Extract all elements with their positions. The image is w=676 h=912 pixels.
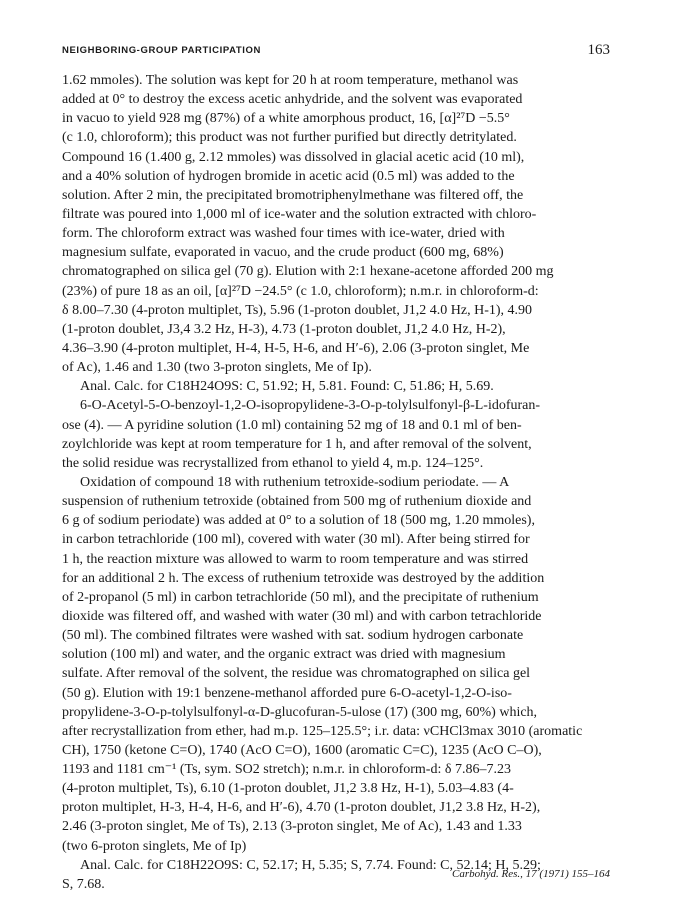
text-line: chromatographed on silica gel (70 g). Elution with 2:1 hexane-acetone afforded 200 mg	[62, 264, 554, 280]
text-line: filtrate was poured into 1,000 ml of ice-water and the solution extracted with chloro-	[62, 206, 537, 222]
text-line: magnesium sulfate, evaporated in vacuo, and the crude product (600 mg, 68%)	[62, 245, 504, 261]
text-line: 4.36–3.90 (4-proton multiplet, H-4, H-5, H-6, and H′-6), 2.06 (3-proton singlet, Me	[62, 340, 530, 356]
text-line: solution (100 ml) and water, and the organic extract was dried with magnesium	[62, 647, 506, 663]
text-line: of Ac), 1.46 and 1.30 (two 3-proton singlets, Me of Ip).	[62, 360, 372, 376]
text-line: ose (4). — A pyridine solution (1.0 ml) containing 52 mg of 18 and 0.1 ml of ben-	[62, 417, 522, 433]
text-line: (50 g). Elution with 19:1 benzene-methanol afforded pure 6-O-acetyl-1,2-O-iso-	[62, 685, 512, 701]
text-line: zoylchloride was kept at room temperature for 1 h, and after removal of the solvent,	[62, 436, 532, 452]
text-line: (4-proton multiplet, Ts), 6.10 (1-proton doublet, J1,2 3.8 Hz, H-1), 5.03–4.83 (4-	[62, 781, 514, 797]
compound-heading: 6-O-Acetyl-5-O-benzoyl-1,2-O-isopropylidene-3-O-p-tolylsulfonyl-β-L-idofuran-	[80, 398, 541, 414]
text-line: (50 ml). The combined filtrates were washed with sat. sodium hydrogen carbonate	[62, 628, 524, 644]
text-line: CH), 1750 (ketone C=O), 1740 (AcO C=O), 1600 (aromatic C=C), 1235 (AcO C–O),	[62, 742, 542, 758]
text-line: (1-proton doublet, J3,4 3.2 Hz, H-3), 4.73 (1-proton doublet, J1,2 4.0 Hz, H-2),	[62, 321, 506, 337]
text-line: after recrystallization from ether, had m.p. 125–125.5°; i.r. data: νCHCl3max 3010 (aromatic	[62, 723, 583, 739]
page-number: 163	[587, 42, 610, 58]
text-line: proton multiplet, H-3, H-4, H-6, and H′-6), 4.70 (1-proton doublet, J1,2 3.8 Hz, H-2),	[62, 800, 541, 816]
citation-text: Carbohyd. Res., 17 (1971) 155–164	[452, 868, 610, 880]
analysis-line: Anal. Calc. for C18H24O9S: C, 51.92; H, 5.81. Found: C, 51.86; H, 5.69.	[80, 379, 494, 395]
text-line: suspension of ruthenium tetroxide (obtained from 500 mg of ruthenium dioxide and	[62, 494, 532, 510]
analysis-line: Anal. Calc. for C18H22O9S: C, 52.17; H, 5.35; S, 7.74. Found: C, 52.14; H, 5.29;	[80, 857, 541, 873]
text-line: (c 1.0, chloroform); this product was not further purified but directly detritylated.	[62, 130, 517, 146]
text-line: form. The chloroform extract was washed four times with ice-water, dried with	[62, 226, 505, 242]
text-line: in carbon tetrachloride (100 ml), covered with water (30 ml). After being stirred for	[62, 532, 530, 548]
text-line: (two 6-proton singlets, Me of Ip)	[62, 838, 247, 854]
text-line: δ 8.00–7.30 (4-proton multiplet, Ts), 5.96 (1-proton doublet, J1,2 4.0 Hz, H-1), 4.90	[62, 302, 533, 318]
text-line: propylidene-3-O-p-tolylsulfonyl-α-D-glucofuran-5-ulose (17) (300 mg, 60%) which,	[62, 704, 538, 720]
text-line: and a 40% solution of hydrogen bromide in acetic acid (0.5 ml) was added to the	[62, 168, 515, 184]
text-line: 1193 and 1181 cm⁻¹ (Ts, sym. SO2 stretch); n.m.r. in chloroform-d: δ 7.86–7.23	[62, 762, 511, 778]
text-line: sulfate. After removal of the solvent, the residue was chromatographed on silica gel	[62, 666, 531, 682]
text-line: 1.62 mmoles). The solution was kept for 20 h at room temperature, methanol was	[62, 73, 519, 88]
text-line: 1 h, the reaction mixture was allowed to warm to room temperature and was stirred	[62, 551, 529, 567]
text-line: for an additional 2 h. The excess of ruthenium tetroxide was destroyed by the addition	[62, 570, 545, 586]
text-line: of 2-propanol (5 ml) in carbon tetrachloride (50 ml), and the precipitate of ruthenium	[62, 589, 539, 605]
text-line: (23%) of pure 18 as an oil, [α]²⁷D −24.5° (c 1.0, chloroform); n.m.r. in chloroform-d:	[62, 283, 539, 299]
text-line: added at 0° to destroy the excess acetic anhydride, and the solvent was evaporated	[62, 92, 523, 108]
text-line: the solid residue was recrystallized from ethanol to yield 4, m.p. 124–125°.	[62, 455, 484, 471]
text-line: 2.46 (3-proton singlet, Me of Ts), 2.13 (3-proton singlet, Me of Ac), 1.43 and 1.33	[62, 819, 522, 835]
text-line: dioxide was filtered off, and washed with water (30 ml) and with carbon tetrachloride	[62, 608, 542, 624]
journal-citation-footer	[62, 868, 610, 882]
text-line: Compound 16 (1.400 g, 2.12 mmoles) was dissolved in glacial acetic acid (10 ml),	[62, 149, 525, 165]
running-title: NEIGHBORING-GROUP PARTICIPATION	[62, 45, 261, 56]
text-line: 6 g of sodium periodate) was added at 0° to a solution of 18 (500 mg, 1.20 mmoles),	[62, 513, 535, 529]
text-line: in vacuo to yield 928 mg (87%) of a white amorphous product, 16, [α]²⁷D −5.5°	[62, 111, 510, 127]
section-heading: Oxidation of compound 18 with ruthenium tetroxide-sodium periodate. — A	[80, 474, 510, 490]
text-line: solution. After 2 min, the precipitated bromotriphenylmethane was filtered off, the	[62, 187, 524, 203]
body-text	[62, 71, 610, 894]
text-line: S, 7.68.	[62, 876, 105, 892]
running-head	[62, 42, 610, 61]
